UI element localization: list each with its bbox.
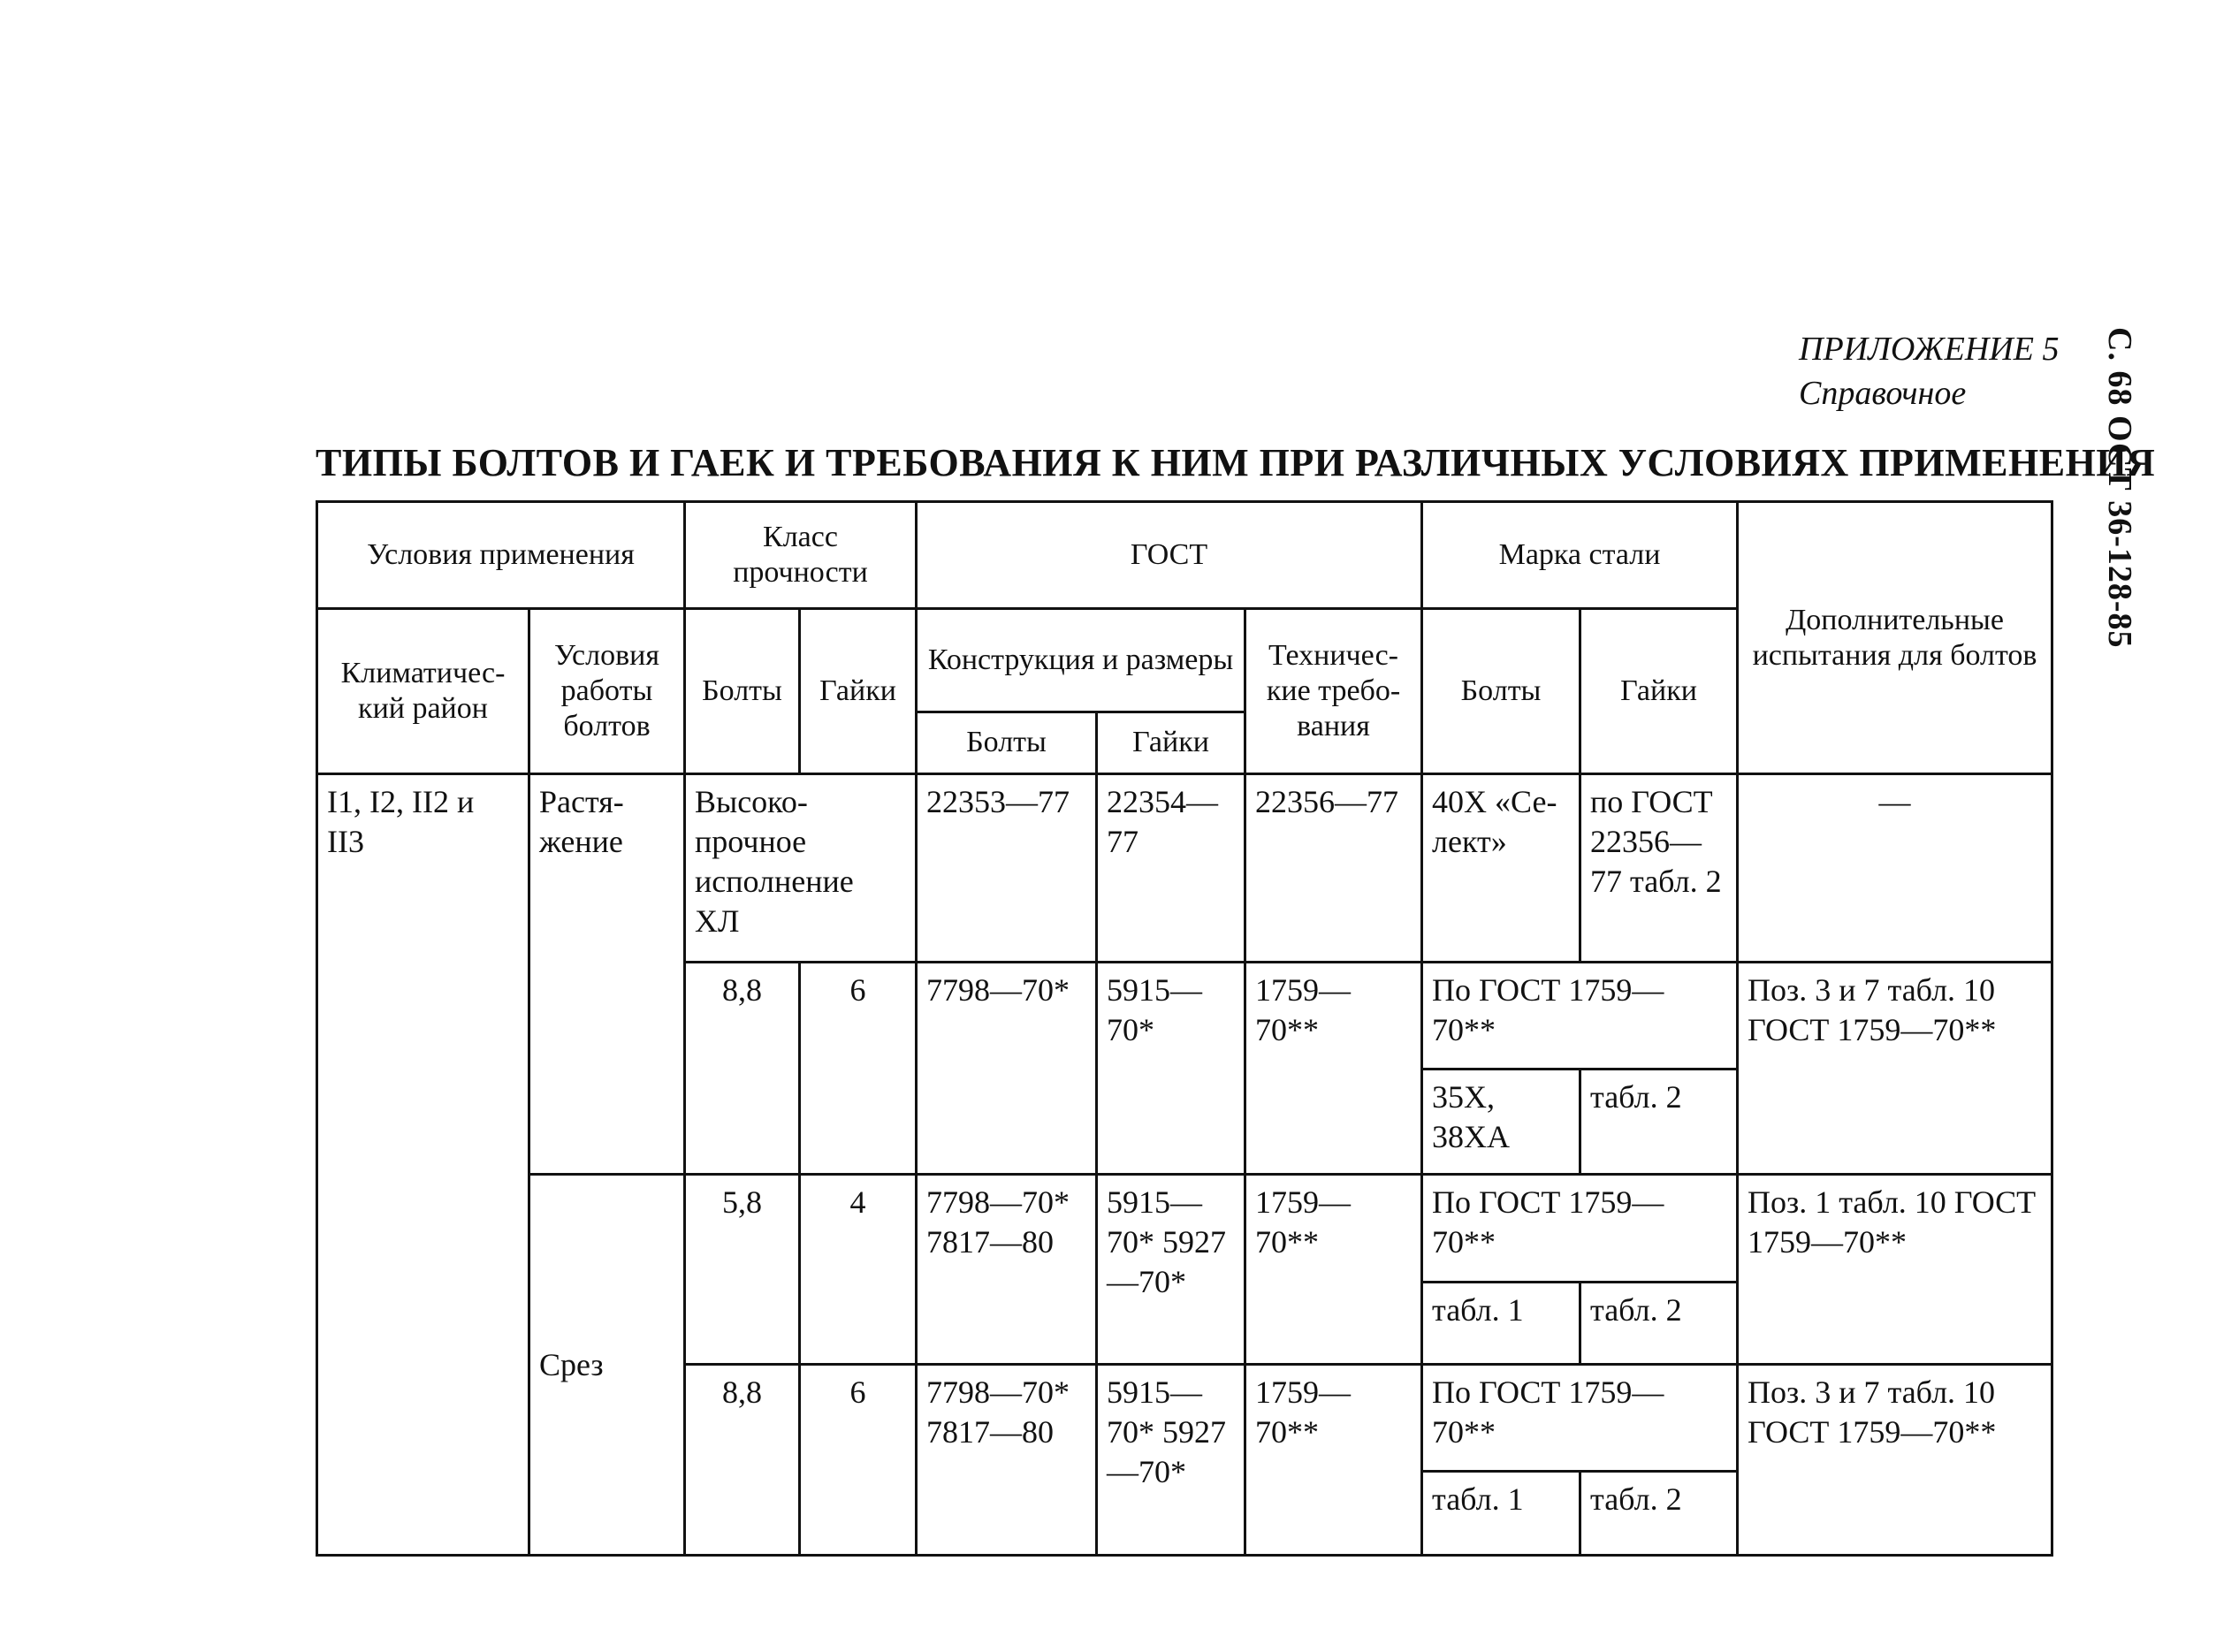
row3-tests: Поз. 1 табл. 10 ГОСТ 1759—70** — [1738, 1175, 2052, 1364]
work-tension-cell — [529, 774, 685, 1175]
row2-bolt-class: 8,8 — [685, 962, 800, 1175]
page-side-header: С. 68 ОСТ 36-128-85 — [2101, 327, 2138, 649]
row1-gost-nuts: 22354—77 — [1097, 774, 1245, 962]
row4-nut-class: 6 — [800, 1364, 917, 1555]
work-shear-label: Срез — [539, 1346, 604, 1382]
work-tension-label: Растя-жение — [539, 784, 624, 860]
row2-steel-nuts: табл. 2 — [1580, 1069, 1738, 1174]
climate-region-value: I1, I2, II2 и II3 — [327, 784, 475, 860]
row4-steel-common: По ГОСТ 1759—70** — [1422, 1364, 1738, 1471]
appendix-label: ПРИЛОЖЕНИЕ 5 — [1799, 331, 2060, 368]
row3-steel-common: По ГОСТ 1759—70** — [1422, 1175, 1738, 1282]
header-steel-bolts: Болты — [1422, 609, 1580, 774]
row1-tech: 22356—77 — [1245, 774, 1422, 962]
header-climate-region: Климатичес-кий район — [317, 609, 529, 774]
row3-bolt-class: 5,8 — [685, 1175, 800, 1364]
appendix-subtitle: Справочное — [1799, 375, 1967, 412]
header-usage-conditions: Условия применения — [317, 502, 685, 609]
row4-tests: Поз. 3 и 7 табл. 10 ГОСТ 1759—70** — [1738, 1364, 2052, 1555]
row3-nut-class: 4 — [800, 1175, 917, 1364]
row3-steel-nuts: табл. 2 — [1580, 1282, 1738, 1364]
row1-gost-bolts: 22353—77 — [917, 774, 1097, 962]
row3-tech: 1759—70** — [1245, 1175, 1422, 1364]
row2-gost-nuts: 5915—70* — [1097, 962, 1245, 1175]
row4-steel-bolts: табл. 1 — [1422, 1471, 1580, 1555]
work-shear-cell — [529, 1175, 685, 1556]
header-bolt-work-conditions: Условия работы болтов — [529, 609, 685, 774]
header-gost: ГОСТ — [917, 502, 1422, 609]
climate-region-cell — [317, 774, 529, 1556]
row2-steel-bolts: 35Х, 38ХА — [1422, 1069, 1580, 1174]
row2-nut-class: 6 — [800, 962, 917, 1175]
header-additional-tests: Дополнительные испытания для болтов — [1738, 502, 2052, 774]
row4-gost-nuts: 5915—70* 5927—70* — [1097, 1364, 1245, 1555]
header-dim-bolts: Болты — [917, 712, 1097, 774]
row2-steel-common: По ГОСТ 1759—70** — [1422, 962, 1738, 1069]
table-title: ТИПЫ БОЛТОВ И ГАЕК И ТРЕБОВАНИЯ К НИМ ПРИ РАЗЛИЧНЫХ УСЛОВИЯХ ПРИМЕНЕНИЯ — [316, 441, 2156, 484]
appendix-block — [1799, 327, 2059, 415]
row3-gost-nuts: 5915—70* 5927—70* — [1097, 1175, 1245, 1364]
row1-tests: — — [1738, 774, 2052, 962]
header-technical-requirements: Техничес-кие требо-вания — [1245, 609, 1422, 774]
row4-tech: 1759—70** — [1245, 1364, 1422, 1555]
header-dim-nuts: Гайки — [1097, 712, 1245, 774]
row3-gost-bolts: 7798—70* 7817—80 — [917, 1175, 1097, 1364]
row2-tests: Поз. 3 и 7 табл. 10 ГОСТ 1759—70** — [1738, 962, 2052, 1175]
bolts-nuts-table — [316, 500, 2053, 1557]
header-steel-grade: Марка стали — [1422, 502, 1738, 609]
row2-gost-bolts: 7798—70* — [917, 962, 1097, 1175]
row1-steel-bolts: 40Х «Се-лект» — [1422, 774, 1580, 962]
row4-steel-nuts: табл. 2 — [1580, 1471, 1738, 1555]
row1-steel-nuts: по ГОСТ 22356—77 табл. 2 — [1580, 774, 1738, 962]
row3-steel-bolts: табл. 1 — [1422, 1282, 1580, 1364]
header-design-dimensions: Конструкция и размеры — [917, 609, 1245, 712]
header-class-bolts: Болты — [685, 609, 800, 774]
row4-gost-bolts: 7798—70* 7817—80 — [917, 1364, 1097, 1555]
row4-bolt-class: 8,8 — [685, 1364, 800, 1555]
row1-strength: Высоко-прочное исполнение ХЛ — [685, 774, 917, 962]
header-strength-class: Класс прочности — [685, 502, 917, 609]
row2-tech: 1759—70** — [1245, 962, 1422, 1175]
header-class-nuts: Гайки — [800, 609, 917, 774]
header-steel-nuts: Гайки — [1580, 609, 1738, 774]
